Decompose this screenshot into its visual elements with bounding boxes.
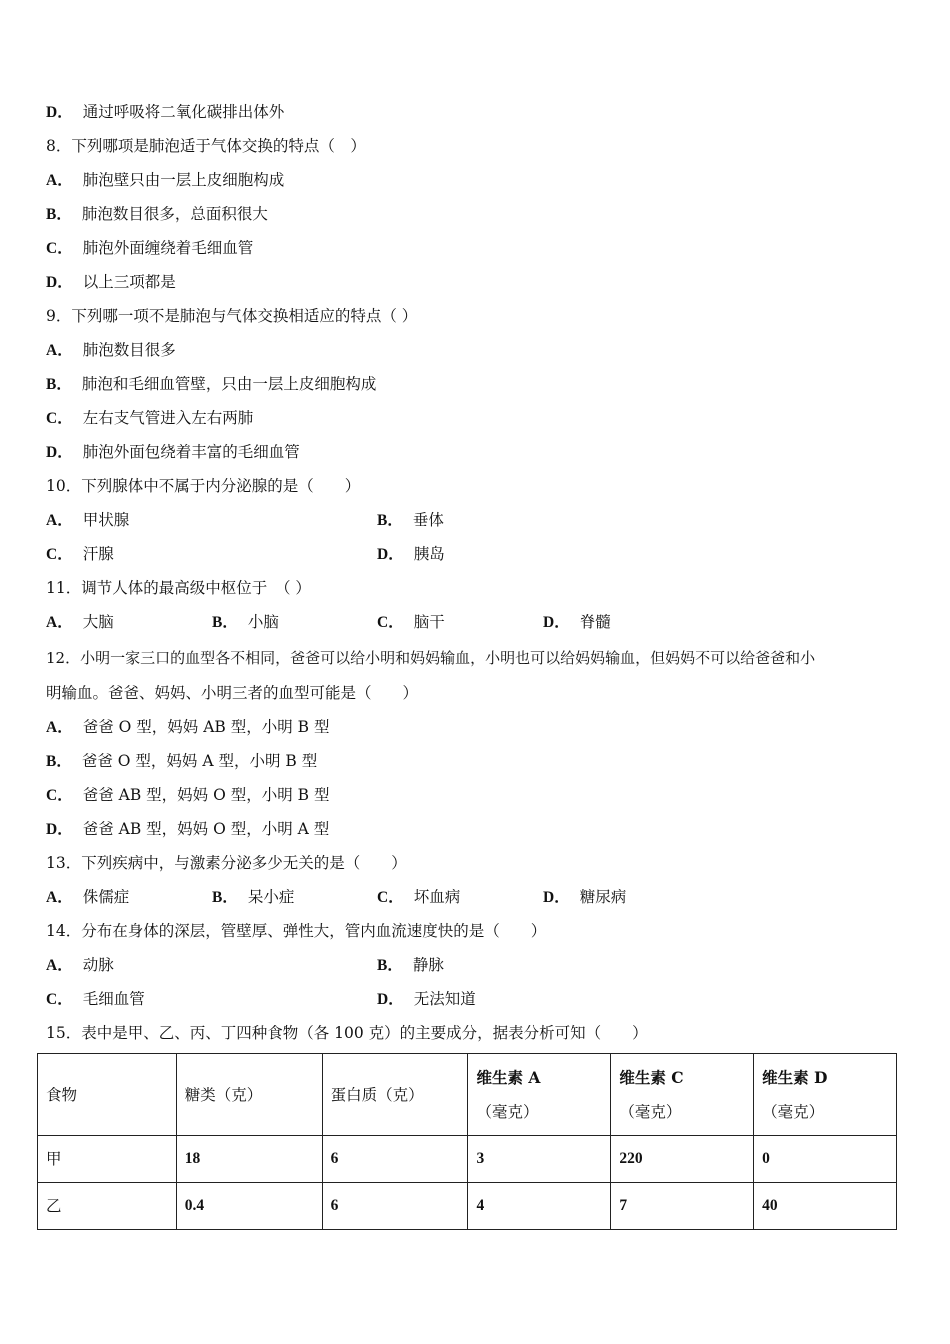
q11-option-d: D． 脊髓 (543, 613, 611, 631)
q14-option-a: A． 动脉 (46, 956, 114, 974)
table-cell: 6 (322, 1183, 468, 1230)
q14-option-b: B． 静脉 (377, 956, 444, 974)
q9-stem: 9．下列哪一项不是肺泡与气体交换相适应的特点（ ） (46, 307, 418, 325)
q12-option-c: C． 爸爸 AB 型，妈妈 O 型，小明 B 型 (46, 786, 330, 804)
table-header-cell: 糖类（克） (176, 1054, 322, 1136)
q14-option-d: D． 无法知道 (377, 990, 476, 1008)
q9-option-c: C． 左右支气管进入左右两肺 (46, 409, 254, 427)
q13-stem: 13．下列疾病中，与激素分泌多少无关的是（ ） (46, 854, 407, 872)
table-cell: 乙 (38, 1183, 177, 1230)
q10-stem: 10．下列腺体中不属于内分泌腺的是（ ） (46, 477, 361, 495)
table-cell: 0 (754, 1136, 897, 1183)
q7-option-d: D． 通过呼吸将二氧化碳排出体外 (46, 103, 285, 121)
q13-option-b: B． 呆小症 (212, 888, 295, 906)
q11-stem: 11．调节人体的最高级中枢位于 （ ） (46, 579, 311, 597)
q10-option-c: C． 汗腺 (46, 545, 114, 563)
table-row (38, 1183, 897, 1230)
table-header-cell: 蛋白质（克） (322, 1054, 468, 1136)
table-cell: 6 (322, 1136, 468, 1183)
q12-option-b: B． 爸爸 O 型，妈妈 A 型，小明 B 型 (46, 752, 318, 770)
table-cell: 40 (754, 1183, 897, 1230)
table-cell: 3 (468, 1136, 611, 1183)
table-header-row (38, 1054, 897, 1136)
q9-option-d: D． 肺泡外面包绕着丰富的毛细血管 (46, 443, 300, 461)
q12-stem-line2: 明输血。爸爸、妈妈、小明三者的血型可能是（ ） (46, 684, 419, 702)
q11-option-b: B． 小脑 (212, 613, 279, 631)
table-cell: 0.4 (176, 1183, 322, 1230)
q14-stem: 14．分布在身体的深层，管壁厚、弹性大，管内血流速度快的是（ ） (46, 922, 547, 940)
q10-option-d: D． 胰岛 (377, 545, 445, 563)
q12-stem-line1: 12．小明一家三口的血型各不相同，爸爸可以给小明和妈妈输血，小明也可以给妈妈输血，但妈妈不可以给爸爸和小 (46, 649, 816, 667)
table-header-cell: 维生素 C （毫克） (611, 1054, 754, 1136)
q12-option-d: D． 爸爸 AB 型，妈妈 O 型，小明 A 型 (46, 820, 330, 838)
q8-option-c: C． 肺泡外面缠绕着毛细血管 (46, 239, 254, 257)
q13-option-a: A． 侏儒症 (46, 888, 130, 906)
q8-option-a: A． 肺泡壁只由一层上皮细胞构成 (46, 171, 285, 189)
q8-stem: 8．下列哪项是肺泡适于气体交换的特点（ ） (46, 137, 366, 155)
table-cell: 4 (468, 1183, 611, 1230)
q11-option-a: A． 大脑 (46, 613, 114, 631)
q9-option-a: A． 肺泡数目很多 (46, 341, 176, 359)
food-nutrition-table (37, 1053, 897, 1230)
q13-option-c: C． 坏血病 (377, 888, 461, 906)
table-cell: 甲 (38, 1136, 177, 1183)
table-cell: 220 (611, 1136, 754, 1183)
q15-stem: 15．表中是甲、乙、丙、丁四种食物（各 100 克）的主要成分，据表分析可知（ ） (46, 1024, 648, 1042)
q8-option-b: B． 肺泡数目很多，总面积很大 (46, 205, 268, 223)
q14-option-c: C． 毛细血管 (46, 990, 145, 1008)
table-cell: 18 (176, 1136, 322, 1183)
table-header-cell: 维生素 A （毫克） (468, 1054, 611, 1136)
q10-option-a: A． 甲状腺 (46, 511, 130, 529)
q10-option-b: B． 垂体 (377, 511, 444, 529)
q9-option-b: B． 肺泡和毛细血管壁，只由一层上皮细胞构成 (46, 375, 377, 393)
table-cell: 7 (611, 1183, 754, 1230)
q8-option-d: D． 以上三项都是 (46, 273, 176, 291)
q11-option-c: C． 脑干 (377, 613, 445, 631)
q12-option-a: A． 爸爸 O 型，妈妈 AB 型，小明 B 型 (46, 718, 330, 736)
table-header-cell: 食物 (38, 1054, 177, 1136)
table-row (38, 1136, 897, 1183)
table-header-cell: 维生素 D （毫克） (754, 1054, 897, 1136)
q13-option-d: D． 糖尿病 (543, 888, 627, 906)
